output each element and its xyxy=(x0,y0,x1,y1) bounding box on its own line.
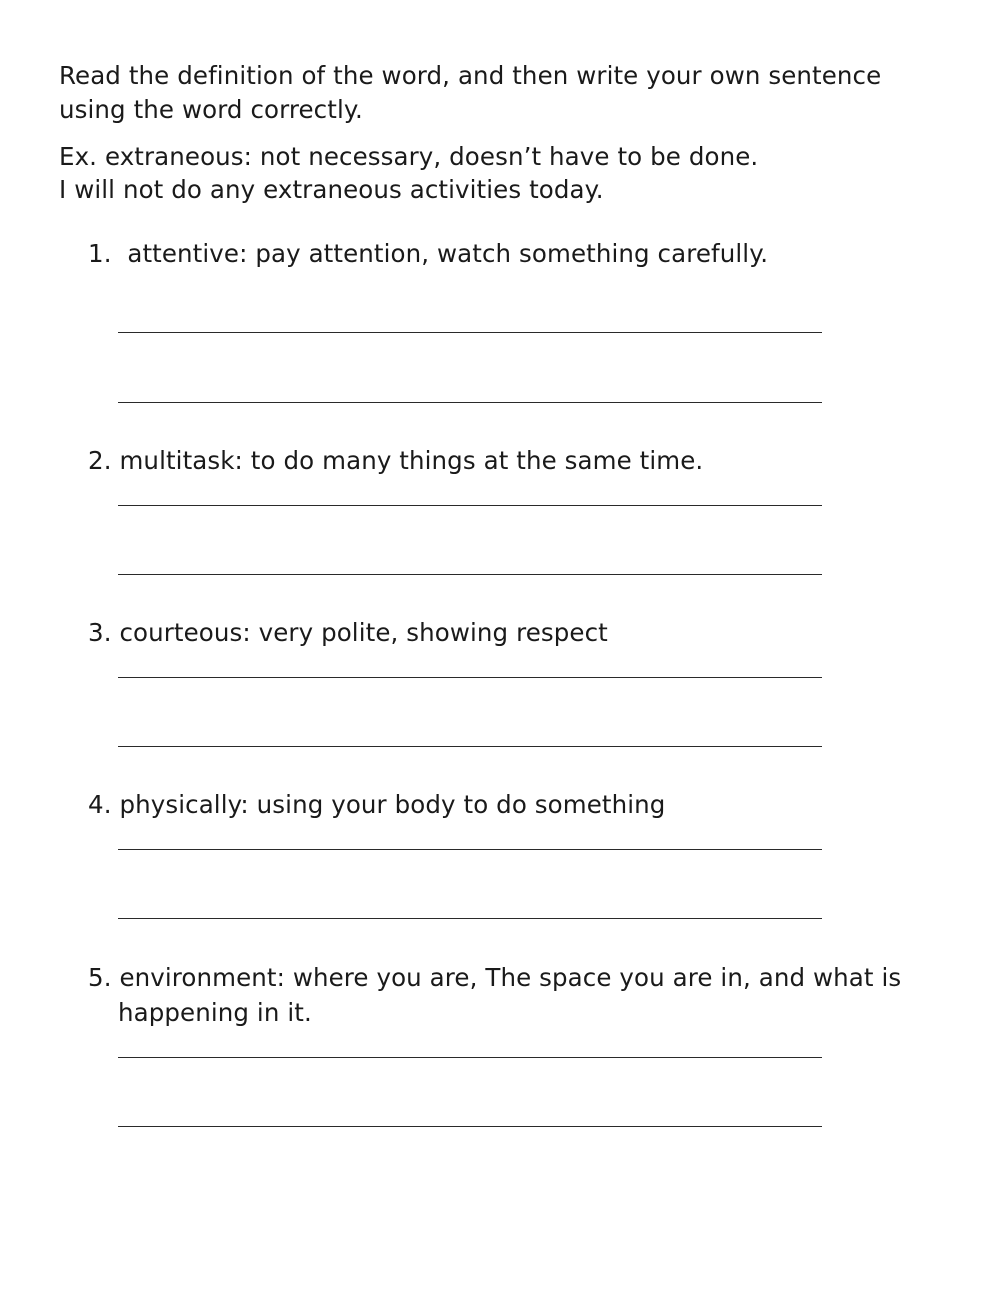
example-sentence: I will not do any extraneous activities today. xyxy=(59,175,604,204)
item-4-definition: physically: using your body to do something xyxy=(119,790,666,819)
item-5-number: 5. xyxy=(88,963,112,992)
item-5-definition: environment: where you are, The space you are in, and what is xyxy=(119,963,902,992)
instructions-line-1: Read the definition of the word, and then write your own sentence xyxy=(59,61,882,90)
item-5-answer-line-2[interactable] xyxy=(118,1126,822,1127)
item-1-number: 1. xyxy=(88,239,112,268)
item-3-answer-line-2[interactable] xyxy=(118,746,822,747)
item-2-answer-line-1[interactable] xyxy=(118,505,822,506)
item-3-answer-line-1[interactable] xyxy=(118,677,822,678)
item-3-number: 3. xyxy=(88,618,112,647)
item-1-answer-line-2[interactable] xyxy=(118,402,822,403)
item-1-prompt xyxy=(88,237,768,271)
item-1-answer-line-1[interactable] xyxy=(118,332,822,333)
item-4-number: 4. xyxy=(88,790,112,819)
item-5-definition-continued: happening in it. xyxy=(118,998,312,1027)
item-2-number: 2. xyxy=(88,446,112,475)
item-3-definition: courteous: very polite, showing respect xyxy=(119,618,608,647)
item-4-answer-line-1[interactable] xyxy=(118,849,822,850)
item-1-definition: attentive: pay attention, watch something carefully. xyxy=(127,239,769,268)
item-5-answer-line-1[interactable] xyxy=(118,1057,822,1058)
item-2-prompt xyxy=(88,444,703,478)
instructions-line-2: using the word correctly. xyxy=(59,95,363,124)
item-2-answer-line-2[interactable] xyxy=(118,574,822,575)
item-4-answer-line-2[interactable] xyxy=(118,918,822,919)
example-definition: Ex. extraneous: not necessary, doesn’t have to be done. xyxy=(59,142,759,171)
item-5-prompt xyxy=(88,961,901,995)
item-3-prompt xyxy=(88,616,608,650)
item-2-definition: multitask: to do many things at the same time. xyxy=(119,446,704,475)
item-4-prompt xyxy=(88,788,665,822)
